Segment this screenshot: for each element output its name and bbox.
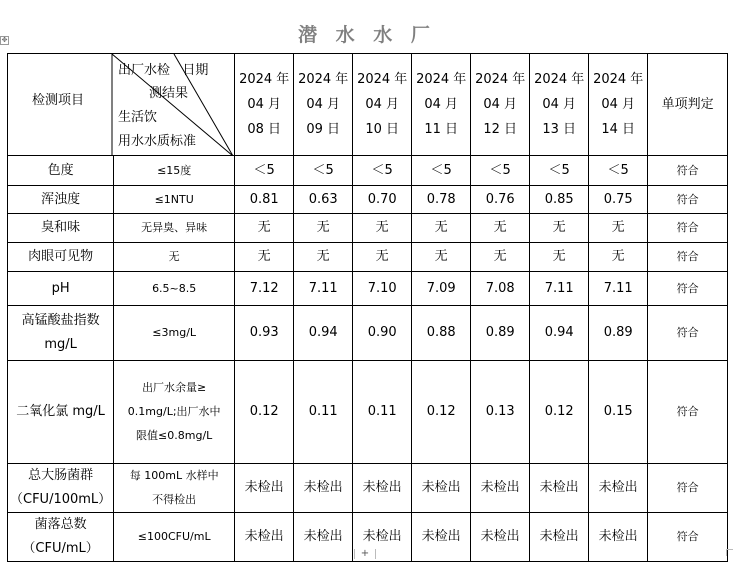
result-cell: 未检出 xyxy=(471,513,530,562)
result-cell: 0.15 xyxy=(589,361,648,464)
item-name-cell: 肉眼可见物 xyxy=(8,243,114,272)
result-cell: 未检出 xyxy=(235,464,294,513)
standard-cell: 每 100mL 水样中 不得检出 xyxy=(114,464,235,513)
diag-top-line1: 出厂水检 日期 xyxy=(118,63,209,78)
result-cell: 未检出 xyxy=(235,513,294,562)
date-header: 2024 年 04 月 09 日 xyxy=(294,54,353,156)
judgement-cell: 符合 xyxy=(648,464,728,513)
result-cell: 无 xyxy=(412,214,471,243)
result-cell: 未检出 xyxy=(294,513,353,562)
date-header: 2024 年 04 月 14 日 xyxy=(589,54,648,156)
table-row xyxy=(8,214,728,243)
result-cell: 0.13 xyxy=(471,361,530,464)
standard-cell: 6.5~8.5 xyxy=(114,272,235,306)
judgement-cell: 符合 xyxy=(648,361,728,464)
date-header: 2024 年 04 月 10 日 xyxy=(353,54,412,156)
diagonal-header-cell xyxy=(8,54,235,156)
result-cell: ＜5 xyxy=(235,156,294,186)
result-cell: 未检出 xyxy=(353,513,412,562)
result-cell: 未检出 xyxy=(589,464,648,513)
item-name-cell: 总大肠菌群 （CFU/100mL） xyxy=(8,464,114,513)
result-cell: 无 xyxy=(589,243,648,272)
result-cell: 0.78 xyxy=(412,186,471,214)
judgement-cell: 符合 xyxy=(648,272,728,306)
result-cell: ＜5 xyxy=(589,156,648,186)
item-name-cell: 菌落总数 （CFU/mL） xyxy=(8,513,114,562)
table-row xyxy=(8,186,728,214)
water-quality-table xyxy=(7,53,728,562)
result-cell: 无 xyxy=(412,243,471,272)
result-cell: 0.85 xyxy=(530,186,589,214)
result-cell: 无 xyxy=(530,214,589,243)
result-cell: 7.09 xyxy=(412,272,471,306)
result-cell: 0.11 xyxy=(294,361,353,464)
item-name-cell: 高锰酸盐指数 mg/L xyxy=(8,306,114,361)
result-cell: 7.12 xyxy=(235,272,294,306)
result-cell: 0.12 xyxy=(235,361,294,464)
standard-cell: ≤1NTU xyxy=(114,186,235,214)
standard-cell: 无 xyxy=(114,243,235,272)
result-cell: 未检出 xyxy=(530,464,589,513)
result-cell: 无 xyxy=(353,214,412,243)
item-name-cell: 色度 xyxy=(8,156,114,186)
date-header: 2024 年 04 月 11 日 xyxy=(412,54,471,156)
result-cell: 0.12 xyxy=(530,361,589,464)
diag-bottom-line2: 用水水质标准 xyxy=(118,134,197,149)
result-cell: 0.76 xyxy=(471,186,530,214)
date-header: 2024 年 04 月 12 日 xyxy=(471,54,530,156)
item-name-cell: pH xyxy=(8,272,114,306)
result-cell: 未检出 xyxy=(294,464,353,513)
item-name-cell: 二氧化氯 mg/L xyxy=(8,361,114,464)
result-cell: 无 xyxy=(471,214,530,243)
diag-top-line2: 测结果 xyxy=(149,86,189,101)
result-cell: 0.94 xyxy=(530,306,589,361)
date-header: 2024 年 04 月 13 日 xyxy=(530,54,589,156)
result-cell: 无 xyxy=(589,214,648,243)
table-row xyxy=(8,306,728,361)
standard-cell: 无异臭、异味 xyxy=(114,214,235,243)
item-name-cell: 臭和味 xyxy=(8,214,114,243)
result-cell: 无 xyxy=(235,243,294,272)
result-cell: 7.10 xyxy=(353,272,412,306)
result-cell: 0.70 xyxy=(353,186,412,214)
diag-bottom-line1: 生活饮 xyxy=(118,110,158,125)
result-cell: 未检出 xyxy=(353,464,412,513)
result-cell: 无 xyxy=(294,243,353,272)
table-move-handle[interactable]: ✥ xyxy=(1,36,8,44)
standard-cell: 出厂水余量≥ 0.1mg/L;出厂水中 限值≤0.8mg/L xyxy=(114,361,235,464)
result-cell: 无 xyxy=(294,214,353,243)
result-cell: 7.11 xyxy=(294,272,353,306)
result-cell: 7.11 xyxy=(589,272,648,306)
judgement-cell: 符合 xyxy=(648,243,728,272)
result-cell: ＜5 xyxy=(294,156,353,186)
judgement-cell: 符合 xyxy=(648,186,728,214)
result-cell: 未检出 xyxy=(530,513,589,562)
item-name-cell: 浑浊度 xyxy=(8,186,114,214)
result-cell: 0.89 xyxy=(589,306,648,361)
date-header: 2024 年 04 月 08 日 xyxy=(235,54,294,156)
judgement-cell: 符合 xyxy=(648,513,728,562)
result-cell: 0.90 xyxy=(353,306,412,361)
result-cell: ＜5 xyxy=(412,156,471,186)
result-cell: 未检出 xyxy=(412,464,471,513)
standard-cell: ≤15度 xyxy=(114,156,235,186)
judgement-cell: 符合 xyxy=(648,306,728,361)
result-cell: 7.11 xyxy=(530,272,589,306)
result-cell: 0.75 xyxy=(589,186,648,214)
result-cell: 0.12 xyxy=(412,361,471,464)
judgement-cell: 符合 xyxy=(648,214,728,243)
result-cell: ＜5 xyxy=(530,156,589,186)
item-column-header: 检测项目 xyxy=(32,93,85,108)
judgement-cell: 符合 xyxy=(648,156,728,186)
result-cell: 0.93 xyxy=(235,306,294,361)
result-cell: 无 xyxy=(353,243,412,272)
result-cell: 0.88 xyxy=(412,306,471,361)
table-row xyxy=(8,464,728,513)
page-title: 潜 水 水 厂 xyxy=(298,24,436,46)
table-row xyxy=(8,272,728,306)
result-cell: 7.08 xyxy=(471,272,530,306)
standard-cell: ≤100CFU/mL xyxy=(114,513,235,562)
result-cell: 无 xyxy=(530,243,589,272)
result-cell: ＜5 xyxy=(353,156,412,186)
result-cell: 未检出 xyxy=(589,513,648,562)
result-cell: 无 xyxy=(235,214,294,243)
table-resize-handle[interactable]: + xyxy=(354,549,376,559)
table-row xyxy=(8,361,728,464)
judgement-header: 单项判定 xyxy=(648,54,728,156)
result-cell: ＜5 xyxy=(471,156,530,186)
result-cell: 无 xyxy=(471,243,530,272)
result-cell: 0.89 xyxy=(471,306,530,361)
table-row xyxy=(8,156,728,186)
result-cell: 0.63 xyxy=(294,186,353,214)
page-corner-mark xyxy=(726,549,733,556)
result-cell: 0.94 xyxy=(294,306,353,361)
header-row xyxy=(8,54,728,156)
table-row xyxy=(8,243,728,272)
result-cell: 0.11 xyxy=(353,361,412,464)
result-cell: 0.81 xyxy=(235,186,294,214)
result-cell: 未检出 xyxy=(471,464,530,513)
result-cell: 未检出 xyxy=(412,513,471,562)
standard-cell: ≤3mg/L xyxy=(114,306,235,361)
